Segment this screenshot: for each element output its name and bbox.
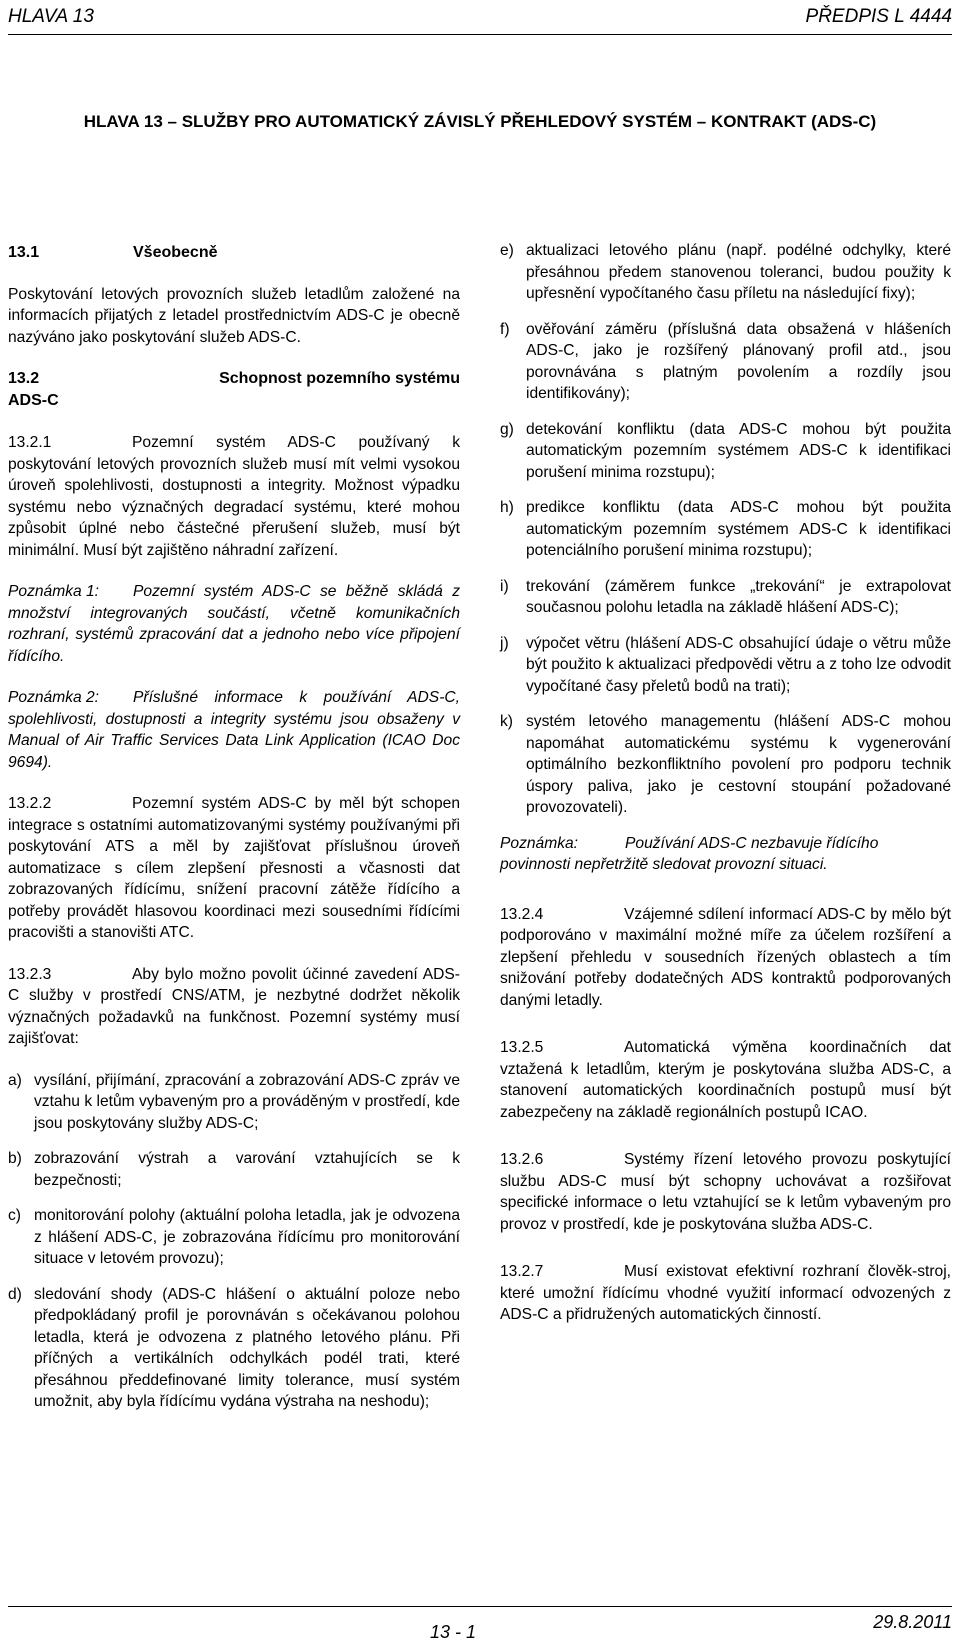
item-letter: j) — [500, 634, 509, 652]
item-letter: e) — [500, 242, 514, 259]
section-13-1-heading — [8, 242, 460, 264]
note-text: Pozemní systém ADS-C se běžně skládá z množství integrovaných součástí, včetně komunikačních rozhraní, systémů zpracování dat a jednoho nebo více připojení řídícího. — [8, 583, 460, 665]
item-text: systém letového managementu (hlášení ADS-C mohou napomáhat automatickému systému k vygenerování optimálního bezkonfliktního povolení pro podporu technik úspory paliva, jako je cestovní stoupání požadované provozovateli). — [526, 713, 951, 816]
item-text: sledování shody (ADS-C hlášení o aktuální poloze nebo předpokládaný profil je porovnáván s očekávanou polohou letadla, která je odvozena z platného letového plánu. Při příčných a vertikálních odchylkách podél trati, které přesáhnou předdefinované limity tolerance, musí systém umožnit, aby byla řídícímu vydána výstraha na neshodu); — [34, 1285, 460, 1410]
paragraph-text: Pozemní systém ADS-C používaný k poskytování letových provozních služeb musí mít velmi vysokou úroveň spolehlivosti, dostupnosti a integrity. Možnost výpadku systému nebo význačných degradací systému, které mohou způsobit úplné nebo částečné přerušení služeb, musí být minimální. Musí být zajištěno náhradní zařízení. — [8, 434, 460, 559]
item-text: výpočet větru (hlášení ADS-C obsahující údaje o větru může být použito k aktualizaci předpovědi větru a z toho lze odvodit vypočítané časy přeletů bodů na trati); — [526, 634, 951, 695]
paragraph-13-2-1 — [8, 432, 460, 561]
note-text: Příslušné informace k používání ADS-C, spolehlivosti, dostupnosti a integrity systému jsou obsaženy v Manual of Air Traffic Services Data Link Application (ICAO Doc 9694). — [8, 689, 460, 771]
page-number: 13 - 1 — [430, 1622, 477, 1642]
paragraph-13-2-3 — [8, 964, 460, 1050]
note-1 — [8, 581, 460, 667]
paragraph-number: 13.2.4 — [500, 905, 544, 923]
requirements-list-left — [8, 1070, 460, 1413]
item-text: vysílání, přijímání, zpracování a zobrazování ADS-C zpráv ve vztahu k letům vybaveným pro a prováděným v prostředí, kde jsou poskytovány služby ADS-C; — [34, 1071, 460, 1132]
note-label: Poznámka 2: — [8, 689, 100, 706]
item-letter: h) — [500, 499, 514, 516]
item-text: zobrazování výstrah a varování vztahujících se k bezpečnosti; — [34, 1150, 460, 1189]
note-right — [500, 833, 951, 876]
item-letter: d) — [8, 1285, 22, 1303]
paragraph-number: 13.2.7 — [500, 1263, 544, 1280]
paragraph-number: 13.2.5 — [500, 1039, 544, 1056]
paragraph-number: 13.2.1 — [8, 434, 52, 451]
right-column — [500, 240, 951, 1352]
paragraph-text: Systémy řízení letového provozu poskytující službu ADS-C musí být schopny uchovávat a rozšiřovat specifické informace o letu vztahující se k letům vybaveným pro provoz v prostředí, kde je poskytována služba ADS-C. — [500, 1151, 951, 1233]
left-column — [8, 242, 460, 1427]
item-text: trekování (záměrem funkce „trekování“ je extrapolovat současnou polohu letadla na základě hlášení ADS-C); — [526, 577, 951, 616]
paragraph-13-1: Poskytování letových provozních služeb letadlům založené na informacích přijatých z letadel prostřednictvím ADS-C je obecně nazýváno jako poskytování služeb ADS-C. — [8, 285, 460, 346]
item-text: detekování konfliktu (data ADS-C mohou být použita automatickým pozemním systémem ADS-C k identifikaci porušení minima rozstupu); — [526, 420, 951, 481]
item-letter: f) — [500, 320, 510, 338]
paragraph-13-2-7 — [500, 1261, 951, 1326]
item-text: ověřování záměru (příslušná data obsažená v hlášeních ADS-C, jako je rozšířený plánovaný profil atd., jsou porovnávána s platným povolením a rozdíly jsou identifikovány); — [526, 320, 951, 402]
list-item — [500, 711, 951, 819]
header-rule — [8, 34, 952, 35]
paragraph-text: Pozemní systém ADS-C by měl být schopen integrace s ostatními automatizovanými systémy používanými při poskytování ATS a měl by zajišťovat příslušnou úroveň automatizace s cílem zlepšení přesnosti a včasnosti dat zobrazovaných řídícímu, snížení pracovní zátěže řídícího a potřeby provádět hlasovou koordinaci mezi sousedními řídícími pracovišti a stanovišti ATC. — [8, 795, 460, 941]
paragraph-13-2-4 — [500, 904, 951, 1012]
paragraph-text: Aby bylo možno povolit účinné zavedení ADS-C služby v prostředí CNS/ATM, je nezbytné dodržet několik význačných požadavků na funkčnost. Pozemní systémy musí zajišťovat: — [8, 965, 460, 1047]
item-letter: g) — [500, 420, 514, 438]
list-item — [500, 576, 951, 619]
item-letter: a) — [8, 1071, 22, 1089]
list-item — [500, 497, 951, 562]
item-text: monitorování polohy (aktuální poloha letadla, jak je odvozena z hlášení ADS-C, je zobrazována řídícímu pro monitorování situace v letovém provozu); — [34, 1207, 460, 1267]
header-chapter: HLAVA 13 — [8, 6, 94, 27]
section-number: 13.2 — [8, 370, 40, 387]
item-letter: k) — [500, 713, 513, 730]
paragraph-text: Automatická výměna koordinačních dat vztažená k letadlům, kterým je poskytována služba ADS-C, a stanovení automatických koordinačních postupů musí být zabezpečeny na základě regionálních postupů ICAO. — [500, 1039, 951, 1121]
paragraph-13-2-5 — [500, 1037, 951, 1123]
paragraph-number: 13.2.6 — [500, 1151, 544, 1168]
list-item — [8, 1148, 460, 1191]
list-item — [8, 1205, 460, 1270]
paragraph-13-2-6 — [500, 1149, 951, 1235]
note-2 — [8, 687, 460, 773]
footer-rule — [8, 1606, 952, 1607]
paragraph-text: Vzájemné sdílení informací ADS-C by mělo být podporováno v maximální možné míře za účelem rozšíření a zlepšení přehledu v sousedních řízených oblastech a tím snižování potřeby dodatečných ADS kontraktů podporovaných danými letadly. — [500, 905, 951, 1009]
chapter-title: HLAVA 13 – SLUŽBY PRO AUTOMATICKÝ ZÁVISLÝ PŘEHLEDOVÝ SYSTÉM – KONTRAKT (ADS-C) — [83, 112, 877, 131]
paragraph-number: 13.2.2 — [8, 795, 52, 812]
item-letter: b) — [8, 1150, 22, 1167]
section-number: 13.1 — [8, 244, 40, 261]
list-item — [500, 240, 951, 305]
list-item — [500, 419, 951, 484]
item-text: aktualizaci letového plánu (např. podélné odchylky, které přesáhnou předem stanovenou toleranci, budou použity k upřesnění vypočítaného času příletu na následující fixy); — [526, 242, 951, 302]
note-text: Používání ADS-C nezbavuje řídícího povinnosti nepřetržitě sledovat provozní situaci. — [500, 834, 879, 873]
paragraph-text: Musí existovat efektivní rozhraní člověk-stroj, které umožní řídícímu vhodné využití informací odvozených z ADS-C a přidružených automatických činností. — [500, 1263, 951, 1323]
footer-date: 29.8.2011 — [873, 1612, 952, 1632]
item-text: predikce konfliktu (data ADS-C mohou být použita automatickým pozemním systémem ADS-C k identifikaci potenciálního porušení minima rozstupu); — [526, 499, 951, 559]
list-item — [500, 319, 951, 405]
note-label: Poznámka 1: — [8, 583, 100, 600]
section-13-2-heading — [8, 368, 460, 412]
item-letter: c) — [8, 1207, 21, 1224]
list-item — [8, 1284, 460, 1413]
list-item — [8, 1070, 460, 1135]
requirements-list-right — [500, 240, 951, 819]
item-letter: i) — [500, 577, 509, 595]
header-regulation: PŘEDPIS L 4444 — [805, 6, 952, 27]
section-title-part1: Schopnost pozemního systému — [219, 370, 460, 387]
paragraph-number: 13.2.3 — [8, 965, 52, 983]
list-item — [500, 633, 951, 698]
section-title: Všeobecně — [133, 244, 218, 261]
note-label: Poznámka: — [500, 834, 579, 852]
paragraph-13-2-2 — [8, 793, 460, 944]
section-title-part2: ADS-C — [8, 392, 59, 409]
